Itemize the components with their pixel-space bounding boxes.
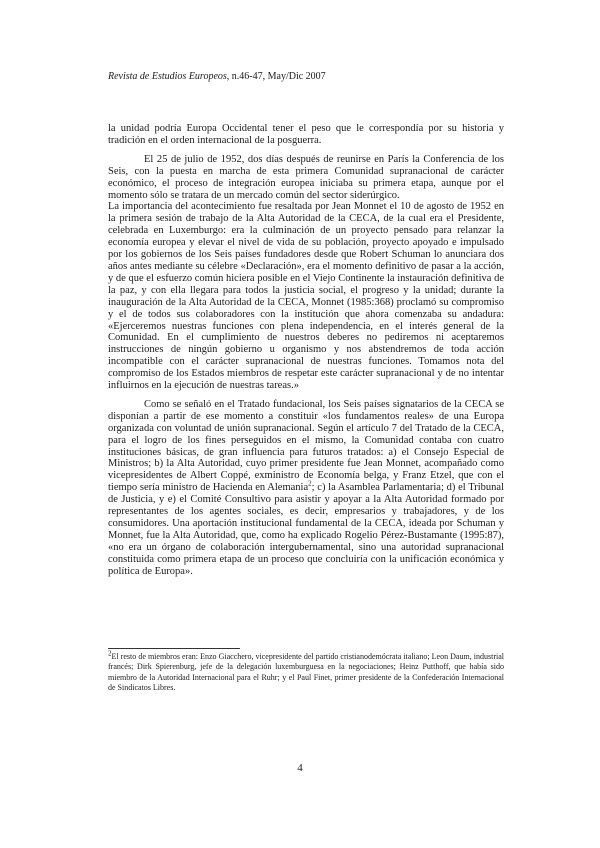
footnote-text: El resto de miembros eran: Enzo Giacchero, vicepresidente del partido cristianodemócrata italiano; Leon Daum, industrial francés; Dirk Spierenburg, jefe de la delegación luxemburguesa en la negociaciones; Heinz Putthoff, que había sido miembro de la Autoridad Internacional para el Ruhr; y el Paul Finet, primer presidente de la Confederación Internacional de Sindicatos Libres. — [108, 652, 504, 693]
footnote-mark: 2 — [108, 649, 112, 658]
footnote — [108, 649, 504, 694]
page-number: 4 — [297, 762, 303, 774]
paragraph-4 — [108, 399, 504, 578]
running-header — [108, 71, 326, 83]
issue-info: , n.46-47, May/Dic 2007 — [226, 71, 326, 82]
footnote-reference[interactable]: 2 — [308, 479, 312, 488]
journal-title: Revista de Estudios Europeos — [108, 71, 227, 82]
body-text — [108, 123, 504, 585]
paragraph-3: La importancia del acontecimiento fue resaltada por Jean Monnet el 10 de agosto de 1952 en la primera sesión de trabajo de la Alta Autoridad de la CECA, de la cual era el Presidente, celebrada en Luxemburgo: era la culminación de un proyecto pensado para relanzar la economía europea y elevar el nivel de vida de su población, proyecto apoyado e impulsado por los gobiernos de los Seis países fundadores desde que Robert Schuman lo anunciara dos años antes mediante su célebre «Declaración», era el momento definitivo de pasar a la acción, y de que el esfuerzo común hiciera posible en el Viejo Continente la instauración definitiva de la paz, y con ella llegara para todos la justicia social, el progreso y la unidad; durante la inauguración de la Alta Autoridad de la CECA, Monnet (1985:368) proclamó su compromiso y el de todos sus colaboradores con la institución que ahora comenzaba su andadura: «Ejerceremos nuestras funciones con plena independencia, en el interés general de la Comunidad. En el cumplimiento de nuestros deberes no pediremos ni aceptaremos instrucciones de ningún gobierno u organismo y nos abstendremos de toda acción incompatible con el carácter supranacional de nuestras funciones. Tomamos nota del compromiso de los Estados miembros de respetar este carácter supranacional y de no intentar influirnos en la ejecución de nuestras tareas.» — [108, 201, 504, 392]
paragraph-2: El 25 de julio de 1952, dos días después de reunirse en París la Conferencia de los Seis, con la puesta en marcha de esta primera Comunidad supranacional de carácter económico, el proceso de integración europea iniciaba su primera etapa, aunque por el momento sólo se tratara de un mercado común del sector siderúrgico. — [108, 153, 504, 201]
paragraph-4-part-1: Como se señaló en el Tratado fundacional, los Seis países signatarios de la CECA se disponían a partir de ese momento a constituir «los fundamentos reales» de una Europa organizada con voluntad de unión supranacional. Según el artículo 7 del Tratado de la CECA, para el logro de los fines perseguidos en el mismo, la Comunidad contaba con cuatro instituciones básicas, de gran influencia para futuros tratados: a) el Consejo Especial de Ministros; b) la Alta Autoridad, cuyo primer presidente fue Jean Monnet, acompañado como vicepresidentes de Albert Coppé, exministro de Economía belga, y Franz Etzel, que con el tiempo sería ministro de Hacienda en Alemania — [108, 398, 504, 494]
paragraph-1: la unidad podría Europa Occidental tener el peso que le correspondía por su historia y tradición en el orden internacional de la posguerra. — [108, 123, 504, 146]
paragraph-4-part-2: ; c) la Asamblea Parlamentaria; d) el Tribunal de Justicia, y e) el Comité Consultivo para asistir y apoyar a la Alta Autoridad formado por representantes de los agentes sociales, es decir, empresarios y trabajadores, y de los consumidores. Una aportación institucional fundamental de la CECA, ideada por Schuman y Monnet, fue la Alta Autoridad, que, como ha explicado Rogelio Pérez-Bustamante (1995:87), «no era un órgano de colaboración intergubernamental, sino una autoridad supranacional constituida como primera etapa de un proceso que concluiría con la unificación económica y política de Europa». — [108, 482, 504, 577]
footnote-separator — [108, 648, 240, 649]
